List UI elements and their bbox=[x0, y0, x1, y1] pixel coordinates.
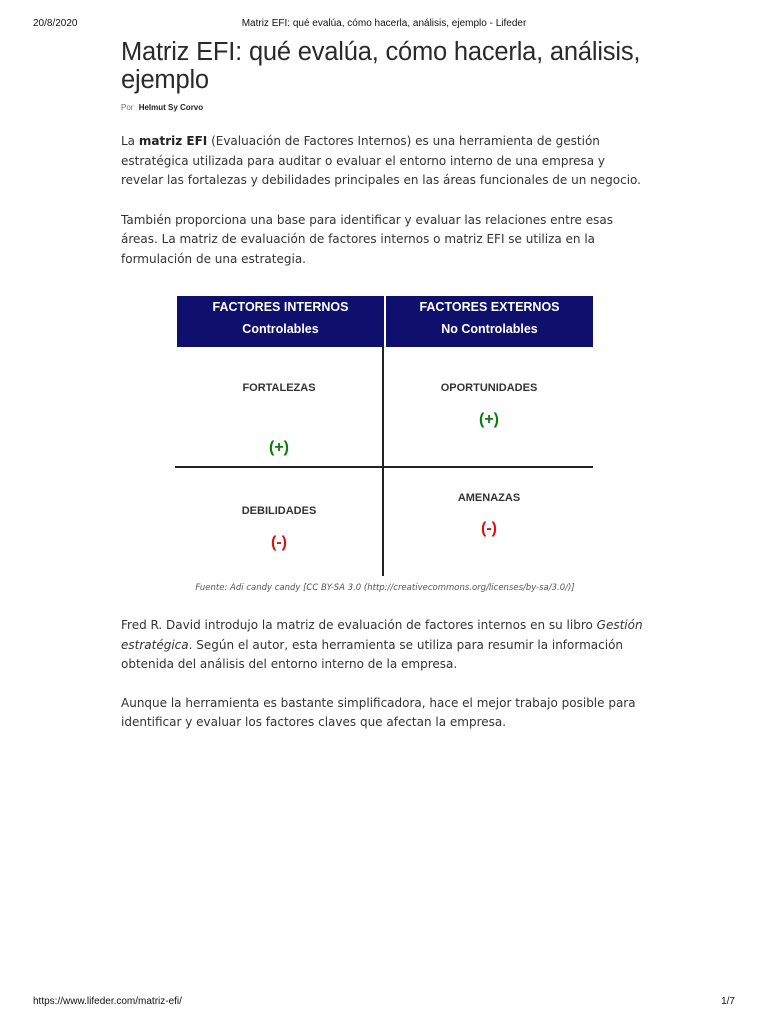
author-name[interactable]: Helmut Sy Corvo bbox=[138, 103, 204, 112]
quadrant-label-weaknesses: DEBILIDADES bbox=[241, 505, 317, 517]
efi-matrix-figure bbox=[175, 296, 593, 576]
quadrant-label-threats: AMENAZAS bbox=[457, 492, 521, 504]
header-external-factors: FACTORES EXTERNOS No Controlables bbox=[419, 300, 560, 336]
page-number: 1/7 bbox=[721, 996, 735, 1007]
sign-negative-weaknesses: (-) bbox=[271, 534, 287, 551]
print-header bbox=[33, 18, 735, 32]
print-page-title: Matriz EFI: qué evalúa, cómo hacerla, análisis, ejemplo - Lifeder bbox=[241, 18, 527, 29]
print-url: https://www.lifeder.com/matriz-efi/ bbox=[33, 996, 182, 1007]
sign-positive-opportunities: (+) bbox=[479, 411, 499, 428]
matrix-header bbox=[177, 296, 593, 347]
bold-term: matriz EFI bbox=[138, 134, 208, 148]
sign-positive-strengths: (+) bbox=[269, 439, 289, 456]
print-date: 20/8/2020 bbox=[33, 18, 78, 29]
print-footer bbox=[33, 996, 735, 1010]
quadrant-label-strengths: FORTALEZAS bbox=[242, 382, 316, 394]
paragraph-second: También proporciona una base para identificar y evaluar las relaciones entre esas áreas. La matriz de evaluación de factores internos o matriz EFI se utiliza en la formulación de una estrategia. bbox=[121, 212, 613, 266]
sign-negative-threats: (-) bbox=[481, 520, 497, 537]
article bbox=[121, 38, 649, 733]
figure-caption: Fuente: Adi candy candy [CC BY-SA 3.0 (http://creativecommons.org/licenses/by-sa/3.0/)] bbox=[195, 583, 575, 593]
paragraph-fred-david: Fred R. David introdujo la matriz de evaluación de factores internos en su libro Gestión estratégica. Según el autor, esta herramienta se utiliza para resumir la información obtenida del análisis del entorno interno de la empresa. bbox=[121, 618, 643, 671]
article-title: Matriz EFI: qué evalúa, cómo hacerla, análisis, ejemplo bbox=[121, 38, 641, 94]
book-title: Gestión estratégica bbox=[121, 618, 643, 652]
header-internal-factors: FACTORES INTERNOS Controlables bbox=[212, 300, 349, 336]
paragraph-conclusion: Aunque la herramienta es bastante simplificadora, hace el mejor trabajo posible para identificar y evaluar los factores claves que afectan la empresa. bbox=[121, 695, 636, 729]
matrix-vertical-axis bbox=[382, 347, 384, 576]
quadrant-label-opportunities: OPORTUNIDADES bbox=[440, 382, 538, 394]
paragraph-intro: La matriz EFI (Evaluación de Factores Internos) es una herramienta de gestión estratégica utilizada para auditar o evaluar el entorno interno de una empresa y revelar las fortalezas y debilidades principales en las áreas funcionales de un negocio. bbox=[121, 134, 641, 187]
byline bbox=[121, 103, 649, 112]
matrix-horizontal-axis bbox=[175, 466, 593, 468]
byline-prefix: Por bbox=[121, 103, 134, 112]
